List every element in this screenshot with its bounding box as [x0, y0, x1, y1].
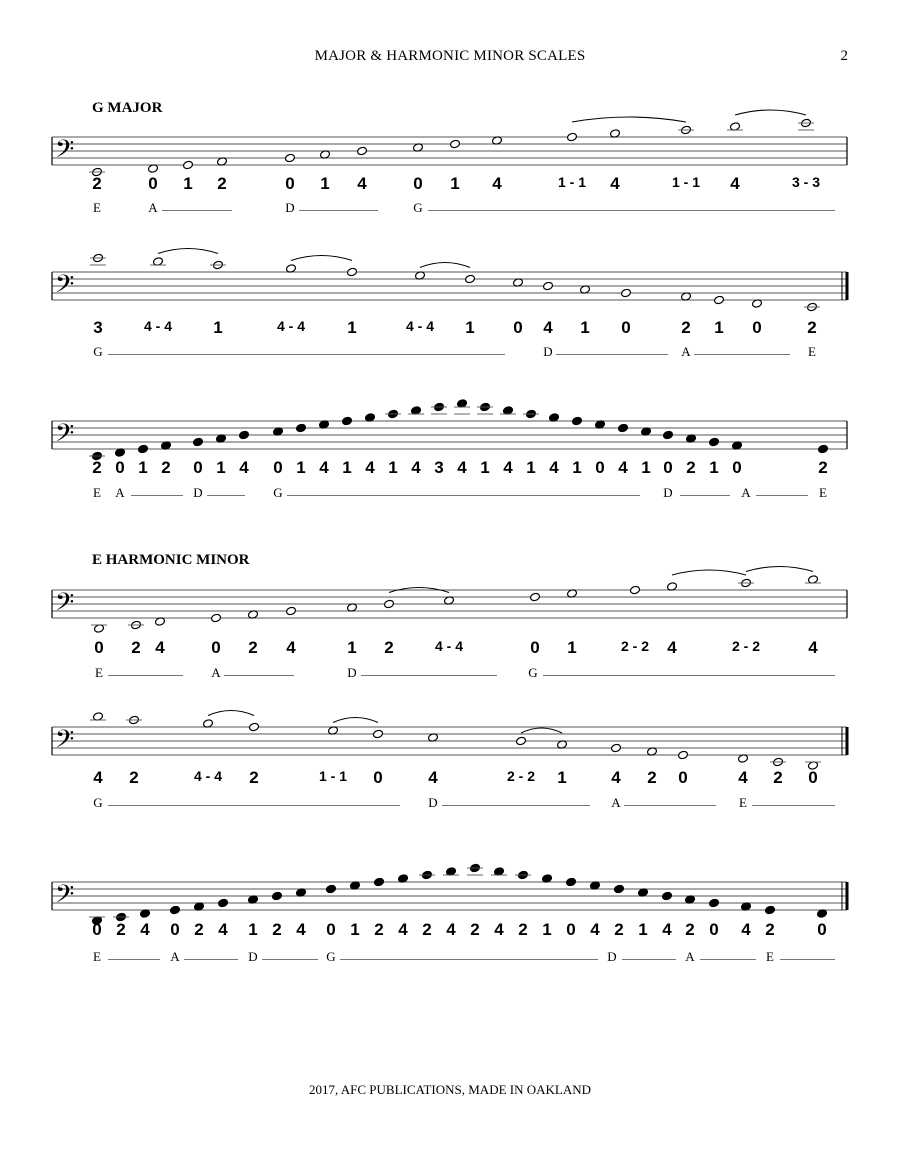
string-name: A — [115, 485, 125, 500]
string-name: E — [93, 485, 101, 500]
fingering-number: 2 - 2 — [506, 768, 536, 784]
fingering-number: 0 — [621, 318, 631, 337]
fingering-number: 2 — [518, 920, 528, 939]
string-name: A — [211, 665, 221, 680]
fingering-number: 4 — [730, 174, 740, 193]
string-name: D — [347, 665, 357, 680]
note-head — [614, 884, 625, 894]
note-head — [357, 146, 368, 156]
string-name: E — [808, 344, 816, 359]
fingering-number: 0 — [211, 638, 221, 657]
fingering-number: 1 - 1 — [557, 174, 587, 190]
note-head — [572, 416, 583, 426]
string-name: D — [663, 485, 673, 500]
note-head — [516, 736, 527, 746]
fingering-number: 1 — [638, 920, 648, 939]
fingering-number: 4 - 4 — [193, 768, 223, 784]
fingering-number: 2 — [374, 920, 384, 939]
fingering-number: 4 — [319, 458, 329, 477]
fingering-number: 4 — [365, 458, 375, 477]
slur — [208, 711, 254, 716]
fingering-number: 2 — [807, 318, 817, 337]
fingering-number: 4 — [741, 920, 751, 939]
fingering-number: 4 — [667, 638, 677, 657]
fingering-number: 0 — [595, 458, 605, 477]
fingering-number: 0 — [273, 458, 283, 477]
staves — [52, 135, 847, 915]
fingering-number: 1 — [347, 638, 357, 657]
fingering-number: 4 — [446, 920, 456, 939]
fingering-number: 1 - 1 — [671, 174, 701, 190]
note-head — [170, 905, 181, 915]
note-head — [296, 423, 307, 433]
note-head — [567, 132, 578, 142]
notes-staff-1 — [89, 110, 814, 177]
fingering-number: 2 — [131, 638, 141, 657]
fingering-number: 1 — [138, 458, 148, 477]
fingering-number: 4 - 4 — [405, 318, 435, 334]
fingering-number: 2 — [614, 920, 624, 939]
fingering-number: 3 - 3 — [791, 174, 821, 190]
fingering-number: 1 - 1 — [318, 768, 348, 784]
string-name: D — [193, 485, 203, 500]
note-head — [374, 877, 385, 887]
fingering-number: 4 — [590, 920, 600, 939]
fingering-number: 0 — [115, 458, 125, 477]
fingering-number: 2 — [92, 458, 102, 477]
fingering-number: 0 — [285, 174, 295, 193]
note-head — [709, 437, 720, 447]
fingering-number: 1 — [296, 458, 306, 477]
fingering-number: 3 — [93, 318, 103, 337]
fingering-number: 2 — [249, 768, 259, 787]
note-head — [326, 884, 337, 894]
fingering-number: 4 - 4 — [434, 638, 464, 654]
fingering-number: 2 — [92, 174, 102, 193]
fingering-number: 4 — [662, 920, 672, 939]
string-name: A — [611, 795, 621, 810]
slur — [735, 110, 806, 115]
string-name: A — [681, 344, 691, 359]
fingering-number: 0 — [678, 768, 688, 787]
string-name: D — [248, 949, 258, 964]
string-name: E — [819, 485, 827, 500]
bass-clef-icon: 𝄢 — [55, 419, 75, 454]
fingering-number: 2 — [384, 638, 394, 657]
notes-staff-4 — [91, 567, 821, 634]
fingering-number: 2 — [129, 768, 139, 787]
footer-credit: 2017, AFC PUBLICATIONS, MADE IN OAKLAND — [308, 1082, 592, 1097]
slur — [333, 718, 378, 723]
fingering-number: 4 — [218, 920, 228, 939]
fingering-number: 4 — [503, 458, 513, 477]
fingering-number: 0 — [92, 920, 102, 939]
staff-1 — [52, 135, 847, 170]
fingering-number: 0 — [326, 920, 336, 939]
fingering-number: 2 — [248, 638, 258, 657]
fingering-number: 1 — [641, 458, 651, 477]
fingering-number: 0 — [808, 768, 818, 787]
notes — [89, 110, 828, 925]
fingering-number: 0 — [193, 458, 203, 477]
fingering-number: 4 — [155, 638, 165, 657]
fingering-number: 2 — [647, 768, 657, 787]
fingering-number: 3 — [434, 458, 444, 477]
string-name: G — [413, 200, 423, 215]
fingering-number: 4 — [492, 174, 502, 193]
string-name: D — [428, 795, 438, 810]
fingering-number: 2 — [161, 458, 171, 477]
fingering-number: 4 — [286, 638, 296, 657]
string-name: G — [93, 344, 103, 359]
notes-staff-2 — [90, 249, 820, 312]
fingering-number: 4 — [428, 768, 438, 787]
fingering-number: 2 - 2 — [731, 638, 761, 654]
slur — [420, 263, 470, 268]
fingering-number: 2 — [470, 920, 480, 939]
staff-4 — [52, 588, 847, 623]
note-head — [193, 437, 204, 447]
note-head — [138, 444, 149, 454]
slur — [291, 256, 352, 261]
note-head — [249, 722, 260, 732]
fingering-number: 4 — [239, 458, 249, 477]
fingering-number: 4 — [411, 458, 421, 477]
fingering-number: 4 — [738, 768, 748, 787]
fingering-number: 1 — [709, 458, 719, 477]
fingering-number: 0 — [413, 174, 423, 193]
fingering-number: 0 — [94, 638, 104, 657]
fingering-number: 4 — [140, 920, 150, 939]
note-head — [765, 905, 776, 915]
note-head — [384, 599, 395, 609]
fingering-number: 0 — [148, 174, 158, 193]
fingering-number: 1 — [450, 174, 460, 193]
note-head — [709, 898, 720, 908]
note-head — [566, 877, 577, 887]
slur — [672, 570, 746, 575]
note-head — [714, 295, 725, 305]
fingering-number: 1 — [567, 638, 577, 657]
fingering-number: 2 — [681, 318, 691, 337]
note-head — [285, 153, 296, 163]
fingering-number: 2 — [685, 920, 695, 939]
fingering-number: 2 — [818, 458, 828, 477]
note-head — [373, 729, 384, 739]
staff-5 — [52, 725, 847, 760]
note-head — [342, 416, 353, 426]
bass-clef-icon: 𝄢 — [55, 135, 75, 170]
fingering-number: 4 — [398, 920, 408, 939]
notes-staff-3 — [89, 399, 828, 461]
notes-staff-6 — [89, 863, 827, 925]
fingering-number: 2 — [272, 920, 282, 939]
fingering-number: 1 — [580, 318, 590, 337]
string-name: E — [93, 949, 101, 964]
string-name: E — [95, 665, 103, 680]
fingering-number: 4 — [357, 174, 367, 193]
fingering-number: 2 — [765, 920, 775, 939]
notes-staff-5 — [90, 711, 821, 771]
string-name: D — [607, 949, 617, 964]
fingering-number: 1 — [248, 920, 258, 939]
fingering-number: 1 — [350, 920, 360, 939]
fingering-number: 2 - 2 — [620, 638, 650, 654]
slur — [572, 117, 686, 122]
note-head — [663, 430, 674, 440]
string-name: G — [273, 485, 283, 500]
string-name: G — [528, 665, 538, 680]
note-head — [183, 160, 194, 170]
note-head — [465, 274, 476, 284]
fingering-number: 0 — [170, 920, 180, 939]
note-head — [611, 743, 622, 753]
fingering-number: 1 — [542, 920, 552, 939]
note-head — [678, 750, 689, 760]
note-head — [286, 606, 297, 616]
note-head — [347, 267, 358, 277]
fingering-number: 1 — [320, 174, 330, 193]
fingering-number: 2 — [422, 920, 432, 939]
fingering-number: 1 — [480, 458, 490, 477]
fingering-number: 4 — [494, 920, 504, 939]
bass-clef-icon: 𝄢 — [55, 880, 75, 915]
fingering-number: 4 - 4 — [143, 318, 173, 334]
string-name: D — [543, 344, 553, 359]
fingering-number: 4 - 4 — [276, 318, 306, 334]
fingering-number: 4 — [543, 318, 553, 337]
fingering-number: 0 — [752, 318, 762, 337]
bass-clef-icon: 𝄢 — [55, 588, 75, 623]
fingering-number: 0 — [732, 458, 742, 477]
fingering-number: 1 — [714, 318, 724, 337]
fingering-number: 4 — [296, 920, 306, 939]
note-head — [818, 444, 829, 454]
fingering-number: 4 — [808, 638, 818, 657]
slur — [746, 567, 813, 572]
section-title-e-harmonic-minor: E HARMONIC MINOR — [92, 552, 250, 568]
note-head — [450, 139, 461, 149]
string-name: A — [148, 200, 158, 215]
fingering-number: 0 — [566, 920, 576, 939]
string-name: G — [326, 949, 336, 964]
fingering-number: 1 — [213, 318, 223, 337]
string-name: G — [93, 795, 103, 810]
note-head — [543, 281, 554, 291]
note-head — [211, 613, 222, 623]
fingering-number: 4 — [457, 458, 467, 477]
note-head — [630, 585, 641, 595]
string-name: D — [285, 200, 295, 215]
string-name: E — [766, 949, 774, 964]
note-head — [272, 891, 283, 901]
fingering-number: 1 — [216, 458, 226, 477]
fingering-number: 2 — [194, 920, 204, 939]
fingering-number: 0 — [709, 920, 719, 939]
fingering-number: 1 — [557, 768, 567, 787]
slur — [521, 728, 562, 733]
page-title: MAJOR & HARMONIC MINOR SCALES — [314, 48, 586, 64]
fingering-number: 1 — [347, 318, 357, 337]
staff-3 — [52, 419, 847, 454]
section-title-g-major: G MAJOR — [92, 100, 163, 116]
bass-clef-icon: 𝄢 — [55, 725, 75, 760]
fingering-number: 0 — [663, 458, 673, 477]
fingering-number: 0 — [530, 638, 540, 657]
slur — [158, 249, 218, 254]
fingering-number: 1 — [183, 174, 193, 193]
note-head — [621, 288, 632, 298]
fingering-number: 1 — [572, 458, 582, 477]
fingering-number: 4 — [610, 174, 620, 193]
bass-clef-icon: 𝄢 — [55, 270, 75, 305]
fingering-number: 4 — [93, 768, 103, 787]
fingering-number: 1 — [465, 318, 475, 337]
fingering-number: 1 — [342, 458, 352, 477]
note-head — [662, 891, 673, 901]
note-head — [239, 430, 250, 440]
note-head — [618, 423, 629, 433]
note-head — [218, 898, 229, 908]
fingering-number: 2 — [116, 920, 126, 939]
fingering-number: 0 — [373, 768, 383, 787]
note-head — [530, 592, 541, 602]
page-number: 2 — [840, 48, 848, 64]
string-name: A — [741, 485, 751, 500]
fingering-number: 2 — [773, 768, 783, 787]
fingering-number: 2 — [217, 174, 227, 193]
string-name: E — [739, 795, 747, 810]
fingering-number: 4 — [611, 768, 621, 787]
fingering-number: 4 — [549, 458, 559, 477]
fingering-number: 2 — [686, 458, 696, 477]
fingering-number: 1 — [526, 458, 536, 477]
fingering-number: 1 — [388, 458, 398, 477]
staff-2 — [52, 270, 847, 305]
string-name: E — [93, 200, 101, 215]
fingering-number: 4 — [618, 458, 628, 477]
fingering-number: 0 — [513, 318, 523, 337]
string-name: A — [685, 949, 695, 964]
fingering-number: 0 — [817, 920, 827, 939]
string-name: A — [170, 949, 180, 964]
